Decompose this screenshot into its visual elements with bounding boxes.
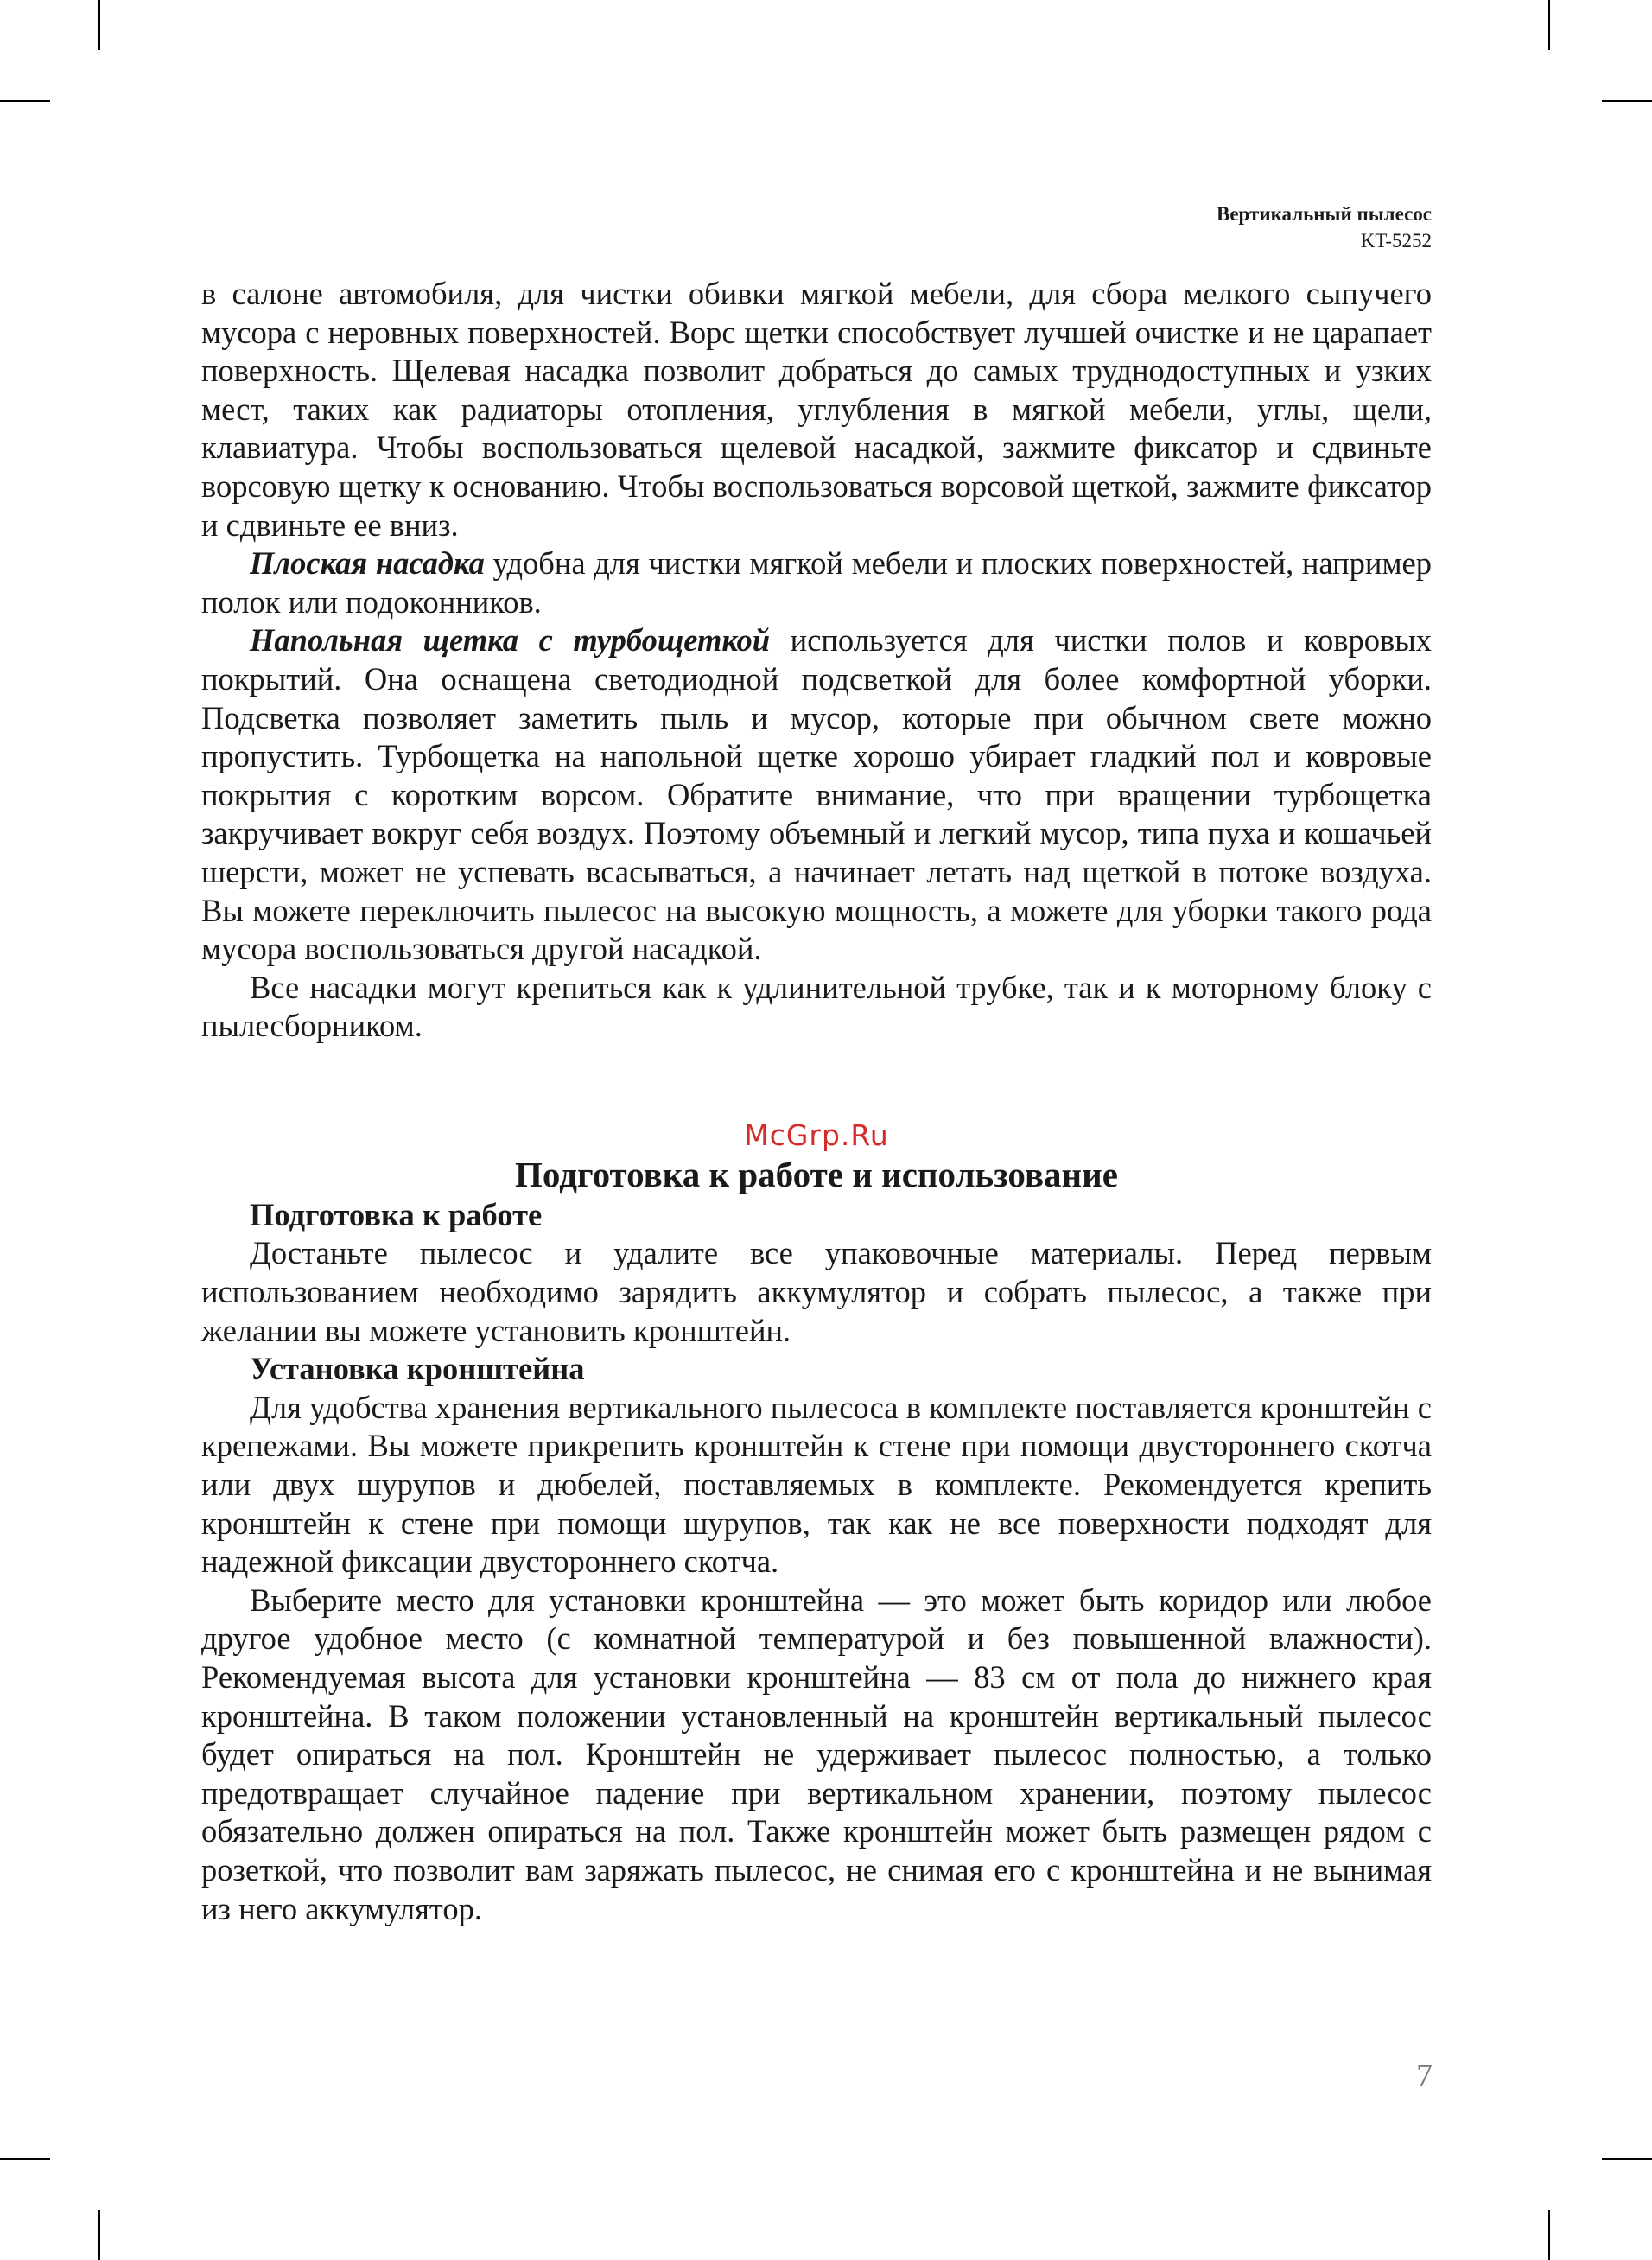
running-header	[1217, 201, 1432, 254]
paragraph-bracket-2: Выберите место для установки кронштейна — это может быть коридор или любое другое удобное место (с комнатной температурой и без повышенной влажности). Рекомендуемая высота для установки кронштейна — 83 см от пола до нижнего края кронштейна. В таком положении установленный на кронштейн вертикальный пылесос будет опираться на пол. Кронштейн не удерживает пылесос полностью, а только предотвращает случайное падение при вертикальном хранении, поэтому пылесос обязательно должен опираться на пол. Также кронштейн может быть размещен рядом с розеткой, что позволит вам заряжать пылесос, не снимая его с кронштейна и не вынимая из него аккумулятор.	[201, 1582, 1432, 1926]
text-floor-brush: используется для чистки полов и ковровых покрытий. Она оснащена светодиодной подсветкой для более комфортной уборки. Подсветка позволяет заметить пыль и мусор, которые при обычном свете можно пропустить. Турбощетка на напольной щетке хорошо убирает гладкий пол и ковровые покрытия с коротким ворсом. Обратите внимание, что при вращении турбощетка закручивает вокруг себя воздух. Поэтому объемный и легкий мусор, типа пуха и кошачьей шерсти, может не успевать всасываться, а начинает летать над щеткой в потоке воздуха. Вы можете переключить пылесос на высокую мощность, а можете для уборки такого рода мусора воспользоваться другой насадкой.	[201, 622, 1432, 967]
crop-mark-bottom-right	[1548, 2210, 1550, 2260]
page-content	[201, 275, 1432, 1928]
crop-mark-left-top	[0, 100, 50, 102]
paragraph-bracket-1: Для удобства хранения вертикального пылесоса в комплекте поставляется кронштейн с крепежами. Вы можете прикрепить кронштейн к стене при помощи двустороннего скотча или двух шурупов и дюбелей, поставляемых в комплекте. Рекомендуется крепить кронштейн к стене при помощи шурупов, так как не все поверхности подходят для надежной фиксации двустороннего скотча.	[201, 1389, 1432, 1580]
crop-mark-left-bottom	[0, 2158, 50, 2160]
paragraph-flat-nozzle	[201, 544, 1432, 621]
text-flat-nozzle: удобна для чистки мягкой мебели и плоских поверхностей, например полок или подоконников.	[201, 545, 1433, 620]
term-flat-nozzle: Плоская насадка	[250, 545, 485, 582]
section-title: Подготовка к работе и использование	[515, 1154, 1118, 1194]
crop-mark-top-left	[98, 0, 100, 50]
paragraph-preparation: Достаньте пылесос и удалите все упаковочные материалы. Перед первым использованием необходимо зарядить аккумулятор и собрать пылесос, а также при желании вы можете установить кронштейн.	[201, 1235, 1432, 1348]
page-number: 7	[1416, 2058, 1433, 2094]
watermark: McGrp.Ru	[744, 1117, 889, 1152]
subheading-bracket: Установка кронштейна	[250, 1351, 585, 1387]
crop-mark-top-right	[1548, 0, 1550, 50]
paragraph-floor-brush	[201, 621, 1432, 968]
subheading-preparation: Подготовка к работе	[250, 1196, 543, 1232]
header-title: Вертикальный пылесос	[1217, 203, 1432, 225]
header-model: KT-5252	[1360, 230, 1432, 251]
paragraph-brush-nozzle: в салоне автомобиля, для чистки обивки мягкой мебели, для сбора мелкого сыпучего мусора с неровных поверхностей. Ворс щетки способствует лучшей очистке и не царапает поверхность. Щелевая насадка позволит добраться до самых труднодоступных и узких мест, таких как радиаторы отопления, углубления в мягкой мебели, углы, щели, клавиатура. Чтобы воспользоваться щелевой насадкой, зажмите фиксатор и сдвиньте ворсовую щетку к основанию. Чтобы воспользоваться ворсовой щеткой, зажмите фиксатор и сдвиньте ее вниз.	[201, 276, 1432, 543]
crop-mark-right-bottom	[1602, 2158, 1652, 2160]
paragraph-attachments: Все насадки могут крепиться как к удлинительной трубке, так и к моторному блоку с пылесборником.	[201, 969, 1432, 1044]
crop-mark-right-top	[1602, 100, 1652, 102]
term-floor-brush: Напольная щетка с турбощеткой	[250, 622, 771, 659]
crop-mark-bottom-left	[98, 2210, 100, 2260]
